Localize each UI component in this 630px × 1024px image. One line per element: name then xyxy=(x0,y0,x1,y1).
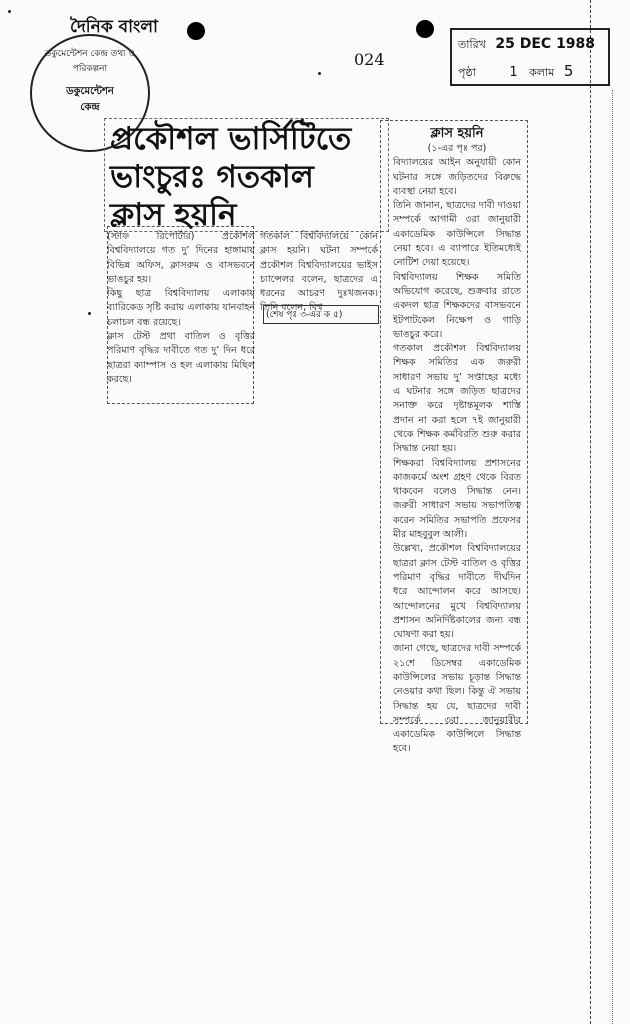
article-headline xyxy=(110,120,382,234)
headline-line-2: ভাংচুরঃ গতকাল xyxy=(110,159,314,195)
page-edge-line xyxy=(590,0,592,1024)
page-value: 1 xyxy=(509,65,518,80)
date-value: 25 DEC 1988 xyxy=(495,36,596,52)
article-paragraph: জানা গেছে, ছাত্রদের দাবী সম্পর্কে ২১শে ডিসেম্বর একাডেমিক কাউন্সিলের সভায় চূড়ান্ত সিদ্ধান্ত নেওয়ার কথা ছিল। কিন্তু ঐ সভায় সিদ্ধান্ত হয় যে, ছাত্রদের দাবী সম্পর্কে ৩রা জানুয়ারীর একাডেমিক কাউন্সিলে সিদ্ধান্ত হবে। xyxy=(393,643,521,755)
date-stamp-box xyxy=(450,28,610,86)
article-middle-column xyxy=(260,230,378,316)
seal-line-1: ডকুমেন্টেশন xyxy=(66,86,114,97)
article-paragraph: শিক্ষকরা বিশ্ববিদ্যালয় প্রশাসনের কাজকর্মে অংশ গ্রহণ থেকে বিরত থাকবেন বলেও সিদ্ধান্ত নেন। জরুরী সাধারণ সভায় সভাপতিত্ব করেন সমিতির সভাপতি প্রফেসর মীর মাহবুবুল আলী। xyxy=(393,457,521,541)
column-label: কলাম xyxy=(529,66,555,79)
article-paragraph: উল্লেখ্য, প্রকৌশল বিশ্ববিদ্যালয়ের ছাত্ররা ক্লাস টেস্ট বাতিল ও বৃত্তির পরিমাণ বৃদ্ধির দাবীতে দীর্ঘদিন ধরে আন্দোলন করে আসছে। আন্দোলনের মুখে বিশ্ববিদ্যালয় প্রশাসন অনির্দিষ্টকালের জন্য বন্ধ ঘোষণা করা হয়। xyxy=(393,543,521,641)
article-paragraph: গতকাল প্রকৌশল বিশ্ববিদ্যালয় শিক্ষক সমিতির এক জরুরী সাধারণ সভায় দু’ সপ্তাহের মধ্যে এ ঘটনার সঙ্গে জড়িত ছাত্রদের সনাক্ত করে দৃষ্টান্তমূলক শাস্তি প্রদান না করা হলে ৭ই জানুয়ারী থেকে শিক্ষক কর্মবিরতি শুরু করার সিদ্ধান্ত নেয়া হয়। xyxy=(393,343,521,455)
column-value: 5 xyxy=(563,62,574,80)
speck xyxy=(8,10,11,13)
date-label: তারিখ xyxy=(458,38,486,51)
article-paragraph: বিদ্যালয়ের আইন অনুযায়ী কোন ঘটনার সঙ্গে জড়িতদের বিরুদ্ধে ব্যবস্থা নেয়া হবে। xyxy=(393,157,521,197)
article-paragraph: তিনি জানান, ছাত্রদের দাবী দাওয়া সম্পর্কে আগামী ৩রা জানুয়ারী একাডেমিক কাউন্সিলে সিদ্ধান্ত নেয়া হবে। এ ব্যাপারে ইতিমধ্যেই নোটিশ দেয়া হয়েছে। xyxy=(393,200,521,269)
headline-line-1: প্রকৌশল ভার্সিটিতে xyxy=(110,121,352,157)
speck xyxy=(318,72,321,75)
speck xyxy=(88,312,91,315)
handwritten-code: 024 xyxy=(354,50,385,69)
article-left-column xyxy=(107,230,255,387)
continuation-heading: ক্লাস হয়নি xyxy=(430,126,484,141)
article-paragraph: বিশ্ববিদ্যালয় শিক্ষক সমিতি অভিযোগ করেছে, শুক্রবার রাতে একদল ছাত্র শিক্ষকদের বাসভবনে ইটপাটকেল নিক্ষেপ ও গাড়ি ভাঙচুর করে। xyxy=(393,271,521,340)
seal-line-2: কেন্দ্র xyxy=(80,102,100,113)
page-label: পৃষ্ঠা xyxy=(458,66,476,79)
continuation-note: (শেষ পৃঃ ৩-এর ক ৫) xyxy=(263,305,379,324)
seal-ring-text: ডকুমেন্টেশন কেন্দ্র তথ্য ও পরিকল্পনা xyxy=(44,49,136,74)
headline-line-3: ক্লাস হয়নি xyxy=(110,197,237,233)
page-edge-dotted-line xyxy=(612,90,614,1024)
article-paragraph: (স্টাফ রিপোর্টার) প্রকৌশল বিশ্ববিদ্যালয়ে গত দু’ দিনের হাঙ্গামায় বিভিন্ন অফিস, ক্লাসরুম ও বাসভবনে ভাঙচুর হয়। xyxy=(107,231,255,285)
newspaper-name: দৈনিক বাংলা xyxy=(70,17,158,37)
article-paragraph: গতকাল বিশ্ববিদ্যালয়ে কোন ক্লাস হয়নি। ঘটনা সম্পর্কে প্রকৌশল বিশ্ববিদ্যালয়ের ভাইস চ্যান্সেলর বলেন, ছাত্রদের এ ধরনের আচরণ দুঃখজনক। তিনি বলেন, বিশ্ব xyxy=(260,231,378,314)
continuation-subheading: (১-এর পৃঃ পর) xyxy=(427,143,487,154)
article-paragraph: ক্লাস টেস্ট প্রথা বাতিল ও বৃত্তির পরিমাণ বৃদ্ধির দাবীতে গত দু’ দিন ধরে ছাত্ররা ক্যাম্পাস ও হল এলাকায় মিছিল করছে। xyxy=(107,331,255,385)
punch-hole-right xyxy=(416,20,434,38)
article-paragraph: কিছু ছাত্র বিশ্ববিদ্যালয় এলাকায় ব্যারিকেড সৃষ্টি করায় এলাকায় যানবাহন চলাচল বন্ধ রয়েছে। xyxy=(107,288,255,328)
article-right-column xyxy=(393,142,521,757)
punch-hole-left xyxy=(187,22,205,40)
